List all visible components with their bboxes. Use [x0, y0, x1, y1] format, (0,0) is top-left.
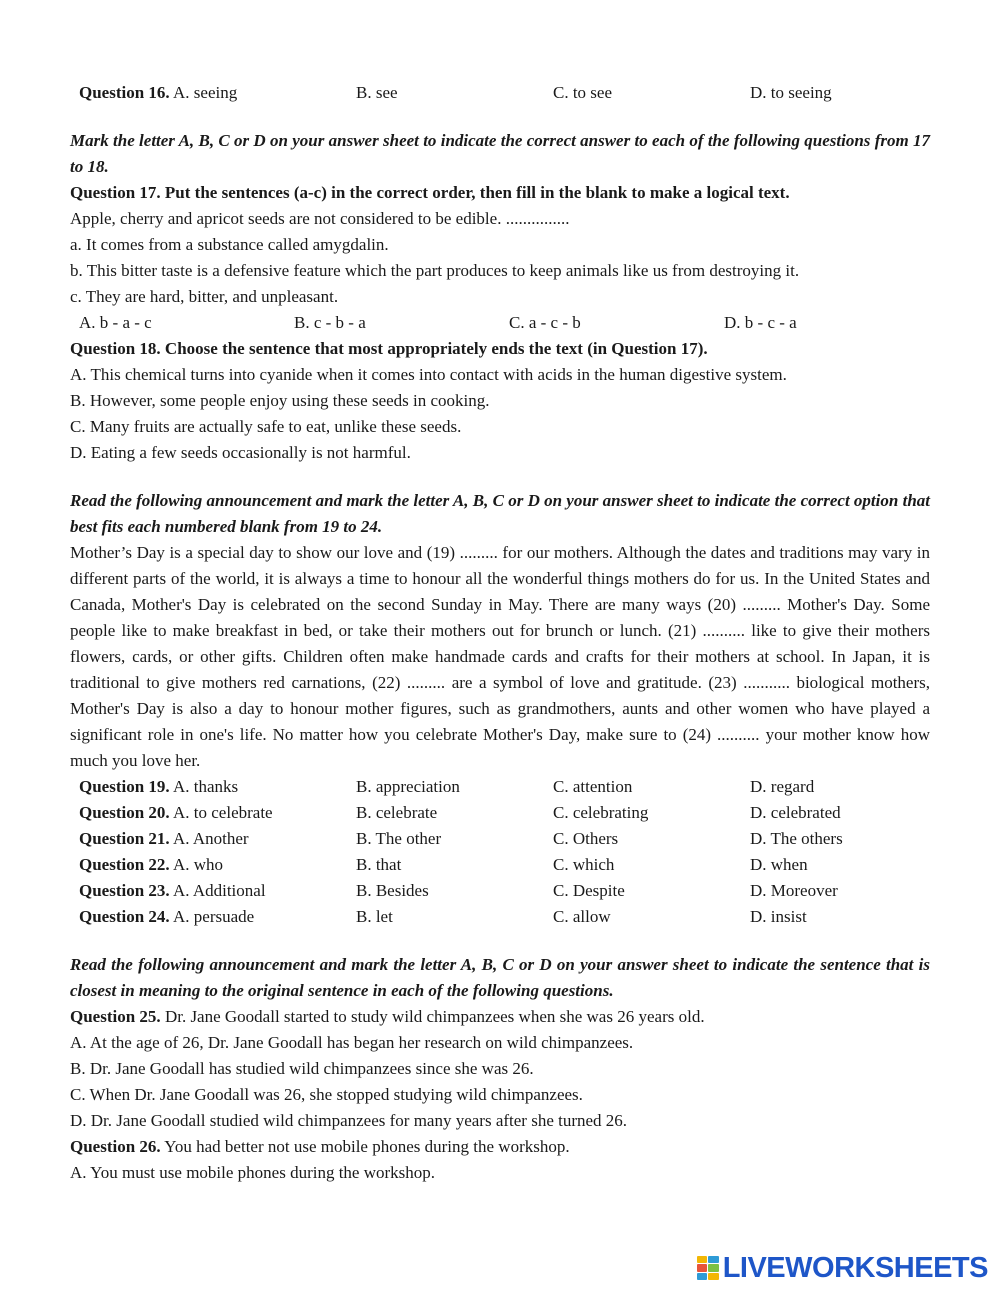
question-17-option-a[interactable]: A. b - a - c	[79, 313, 152, 332]
question-25-option-b[interactable]: B. Dr. Jane Goodall has studied wild chimpanzees since she was 26.	[70, 1059, 534, 1078]
question-20-option-a[interactable]: A. to celebrate	[173, 803, 273, 822]
question-18-option-d[interactable]: D. Eating a few seeds occasionally is not harmful.	[70, 443, 411, 462]
question-20-option-c[interactable]: C. celebrating	[553, 803, 649, 822]
question-24-option-c[interactable]: C. allow	[553, 907, 611, 926]
reading-passage: Mother’s Day is a special day to show our love and (19) ......... for our mothers. Although the dates and traditions may vary in different parts of the world, it is always a time to honour all the wonderful things mothers do for us. In the United States and Canada, Mother's Day is celebrated on the second Sunday in May. There are many ways (20) ......... Mother's Day. Some people like to make breakfast in bed, or take their mothers out for brunch or lunch. (21) .......... like to give their mothers flowers, cards, or other gifts. Children often make handmade cards and crafts for their mothers at school. In Japan, it is traditional to give mothers red carnations, (22) ......... are a symbol of love and gratitude. (23) ........... biological mothers, Mother's Day is also a day to honour mother figures, such as grandmothers, aunts and other women who have played a significant role in one's life. No matter how you celebrate Mother's Day, make sure to (24) .......... your mother know how much you love her.	[70, 543, 930, 770]
question-16-label: Question 16.	[79, 83, 170, 102]
question-25-text: Dr. Jane Goodall started to study wild chimpanzees when she was 26 years old.	[160, 1007, 705, 1026]
question-16	[70, 80, 930, 106]
question-18-option-c[interactable]: C. Many fruits are actually safe to eat, unlike these seeds.	[70, 417, 462, 436]
question-19-option-c[interactable]: C. attention	[553, 777, 633, 796]
question-19-option-a[interactable]: A. thanks	[173, 777, 239, 796]
question-24-option-b[interactable]: B. let	[356, 907, 393, 926]
question-17-sentence-c: c. They are hard, bitter, and unpleasant.	[70, 287, 339, 306]
question-20-option-b[interactable]: B. celebrate	[356, 803, 438, 822]
question-23-stem	[79, 878, 266, 904]
question-19-option-d[interactable]: D. regard	[750, 777, 815, 796]
question-23-option-d[interactable]: D. Moreover	[750, 881, 838, 900]
question-19-label: Question 19.	[79, 777, 170, 796]
question-24-option-a[interactable]: A. persuade	[173, 907, 255, 926]
question-16-option-d[interactable]: D. to seeing	[750, 83, 832, 102]
question-17-option-d[interactable]: D. b - c - a	[724, 313, 797, 332]
question-23-option-b[interactable]: B. Besides	[356, 881, 429, 900]
question-25-label: Question 25.	[70, 1007, 161, 1026]
question-24-label: Question 24.	[79, 907, 170, 926]
question-17-options	[70, 310, 930, 336]
question-23	[70, 878, 930, 904]
question-21-option-a[interactable]: A. Another	[173, 829, 249, 848]
question-20-stem	[79, 800, 273, 826]
question-25-option-a[interactable]: A. At the age of 26, Dr. Jane Goodall has began her research on wild chimpanzees.	[70, 1033, 634, 1052]
question-17-sentence-b: b. This bitter taste is a defensive feature which the part produces to keep animals like us from destroying it.	[70, 261, 800, 280]
instructions-19-24: Read the following announcement and mark the letter A, B, C or D on your answer sheet to indicate the correct option that best fits each numbered blank from 19 to 24.	[70, 491, 930, 536]
question-22-stem	[79, 852, 223, 878]
question-17-sentence-a: a. It comes from a substance called amygdalin.	[70, 235, 389, 254]
question-25-option-d[interactable]: D. Dr. Jane Goodall studied wild chimpanzees for many years after she turned 26.	[70, 1111, 628, 1130]
question-24	[70, 904, 930, 930]
question-21-stem	[79, 826, 249, 852]
question-17-intro: Apple, cherry and apricot seeds are not considered to be edible. ...............	[70, 209, 570, 228]
question-26-label: Question 26.	[70, 1137, 161, 1156]
question-26-stem	[70, 1134, 930, 1160]
worksheet-page	[70, 80, 930, 1186]
logo-mark-icon	[697, 1256, 719, 1280]
question-20	[70, 800, 930, 826]
question-22	[70, 852, 930, 878]
question-25-stem	[70, 1004, 930, 1030]
question-24-option-d[interactable]: D. insist	[750, 907, 807, 926]
question-24-stem	[79, 904, 254, 930]
question-22-option-d[interactable]: D. when	[750, 855, 808, 874]
question-26-text: You had better not use mobile phones during the workshop.	[160, 1137, 570, 1156]
question-17-title: Question 17. Put the sentences (a-c) in the correct order, then fill in the blank to make a logical text.	[70, 183, 790, 202]
question-19	[70, 774, 930, 800]
question-16-option-c[interactable]: C. to see	[553, 83, 613, 102]
question-21-option-b[interactable]: B. The other	[356, 829, 442, 848]
question-23-label: Question 23.	[79, 881, 170, 900]
question-22-option-a[interactable]: A. who	[173, 855, 224, 874]
liveworksheets-logo	[697, 1252, 988, 1284]
question-18-option-b[interactable]: B. However, some people enjoy using these seeds in cooking.	[70, 391, 490, 410]
logo-text: LIVEWORKSHEETS	[722, 1251, 988, 1284]
question-22-label: Question 22.	[79, 855, 170, 874]
question-16-stem	[79, 80, 237, 106]
question-16-option-b[interactable]: B. see	[356, 83, 398, 102]
question-21-label: Question 21.	[79, 829, 170, 848]
question-22-option-b[interactable]: B. that	[356, 855, 402, 874]
question-19-stem	[79, 774, 238, 800]
question-21	[70, 826, 930, 852]
question-21-option-c[interactable]: C. Others	[553, 829, 619, 848]
question-25-option-c[interactable]: C. When Dr. Jane Goodall was 26, she stopped studying wild chimpanzees.	[70, 1085, 583, 1104]
question-21-option-d[interactable]: D. The others	[750, 829, 843, 848]
question-20-option-d[interactable]: D. celebrated	[750, 803, 841, 822]
question-22-option-c[interactable]: C. which	[553, 855, 615, 874]
question-16-option-a[interactable]: A. seeing	[173, 83, 238, 102]
question-23-option-c[interactable]: C. Despite	[553, 881, 625, 900]
instructions-17-18: Mark the letter A, B, C or D on your answer sheet to indicate the correct answer to each of the following questions from 17 to 18.	[70, 131, 930, 176]
question-19-option-b[interactable]: B. appreciation	[356, 777, 460, 796]
instructions-25-26: Read the following announcement and mark the letter A, B, C or D on your answer sheet to indicate the sentence that is closest in meaning to the original sentence in each of the following questions.	[70, 955, 930, 1000]
question-18-title: Question 18. Choose the sentence that most appropriately ends the text (in Question 17).	[70, 339, 708, 358]
question-18-option-a[interactable]: A. This chemical turns into cyanide when it comes into contact with acids in the human digestive system.	[70, 365, 787, 384]
question-17-option-c[interactable]: C. a - c - b	[509, 313, 581, 332]
question-23-option-a[interactable]: A. Additional	[173, 881, 266, 900]
question-20-label: Question 20.	[79, 803, 170, 822]
question-17-option-b[interactable]: B. c - b - a	[294, 313, 366, 332]
question-26-option-a[interactable]: A. You must use mobile phones during the workshop.	[70, 1163, 436, 1182]
